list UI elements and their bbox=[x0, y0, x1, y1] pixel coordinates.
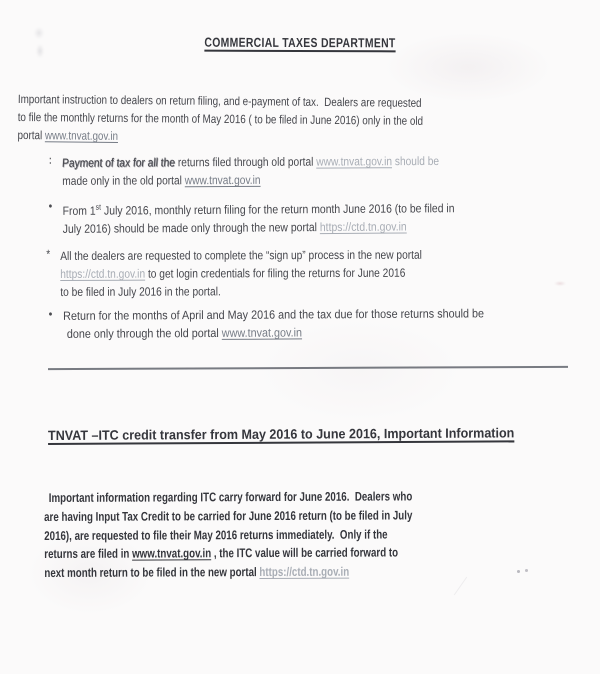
text-line bbox=[62, 170, 439, 190]
text-run: next month return to be filed in the new portal bbox=[44, 565, 260, 581]
text-run: Payment of tax for all the bbox=[61, 155, 179, 170]
text-run: From 1 bbox=[62, 203, 96, 218]
text-run: to get login credentials for filing the returns for June 2016 bbox=[145, 265, 406, 281]
text-line bbox=[60, 282, 422, 301]
link-url[interactable]: www.tnvat.gov.in bbox=[221, 325, 303, 340]
text-run: July 2016) should be made only through the new portal bbox=[62, 220, 320, 236]
scan-artifact bbox=[517, 570, 520, 573]
link-url[interactable]: https://ctd.tn.gov.in bbox=[60, 266, 146, 281]
scan-artifact bbox=[454, 577, 467, 596]
link-url[interactable]: https://ctd.tn.gov.in bbox=[259, 564, 350, 580]
text-line bbox=[63, 196, 455, 220]
text-line bbox=[60, 246, 422, 265]
divider-line bbox=[48, 366, 568, 370]
text-run: Important information regarding ITC carry forward for June 2016. Dealers who bbox=[48, 489, 413, 505]
text-run: made only in the old portal bbox=[62, 173, 185, 188]
bullet-text bbox=[63, 196, 455, 238]
text-run: All the dealers are requested to complete the “sign up” process in the new portal bbox=[60, 247, 422, 263]
bullet-marker: • bbox=[48, 306, 53, 321]
text-line bbox=[44, 544, 412, 564]
text-run: Important instruction to dealers on return filing, and e-payment of tax. Dealers are requested bbox=[17, 91, 422, 110]
text-run: July 2016, monthly return filing for the return month June 2016 (to be filed in bbox=[101, 201, 455, 218]
bullet-item-april-may-returns bbox=[46, 304, 484, 343]
bullet-text bbox=[63, 304, 484, 343]
bullet-marker: * bbox=[46, 246, 51, 261]
link-url[interactable]: www.tnvat.gov.in bbox=[316, 154, 393, 169]
text-line bbox=[60, 264, 422, 283]
bullet-item-payment-old-portal bbox=[46, 152, 439, 190]
bullet-marker: ∶ bbox=[48, 153, 52, 168]
text-run: st bbox=[95, 202, 102, 212]
text-line bbox=[44, 487, 412, 507]
intro-paragraph bbox=[17, 90, 477, 148]
link-url[interactable]: https://ctd.tn.gov.in bbox=[319, 219, 407, 235]
text-run: Return for the months of April and May 2016 and the tax due for those returns should be bbox=[63, 306, 485, 323]
scan-artifact bbox=[554, 281, 566, 286]
itc-information-paragraph bbox=[44, 487, 413, 583]
document-title: COMMERCIAL TAXES DEPARTMENT bbox=[204, 34, 396, 51]
text-run: portal bbox=[17, 127, 45, 143]
bullet-item-sign-up-process bbox=[44, 246, 422, 301]
scan-smudge bbox=[34, 27, 44, 39]
text-line bbox=[63, 304, 484, 325]
text-line bbox=[63, 217, 455, 238]
text-run: to be filed in July 2016 in the portal. bbox=[60, 284, 221, 299]
bullet-item-july-filing-new-portal bbox=[46, 196, 455, 238]
text-run: done only through the old portal bbox=[66, 325, 222, 341]
text-run: 2016), are requested to file their May 2016 returns immediately. Only if the bbox=[44, 527, 388, 543]
link-url[interactable]: www.tnvat.gov.in bbox=[132, 546, 212, 562]
bullet-text bbox=[60, 246, 422, 301]
link-url[interactable]: www.tnvat.gov.in bbox=[44, 128, 119, 143]
text-line bbox=[63, 322, 484, 343]
section-heading-itc-transfer: TNVAT –ITC credit transfer from May 2016 to June 2016, Important Information bbox=[48, 425, 515, 443]
link-url[interactable]: www.tnvat.gov.in bbox=[184, 172, 261, 188]
text-run: returns are filed in bbox=[44, 547, 133, 562]
text-run: returns filed through old portal bbox=[177, 154, 317, 170]
text-run: , the ITC value will be carried forward to bbox=[211, 545, 399, 561]
text-run: to file the monthly returns for the month of May 2016 ( to be filed in June 2016) only in the old bbox=[17, 109, 424, 128]
text-line bbox=[62, 152, 439, 172]
bullet-marker: • bbox=[48, 198, 53, 213]
text-run: are having Input Tax Credit to be carried for June 2016 return (to be filed in July bbox=[44, 508, 413, 524]
text-run: should be bbox=[391, 153, 440, 169]
scan-smudge bbox=[36, 44, 44, 58]
text-line bbox=[44, 506, 412, 526]
text-line bbox=[44, 525, 412, 545]
text-line bbox=[44, 563, 412, 583]
bullet-text bbox=[62, 152, 439, 190]
